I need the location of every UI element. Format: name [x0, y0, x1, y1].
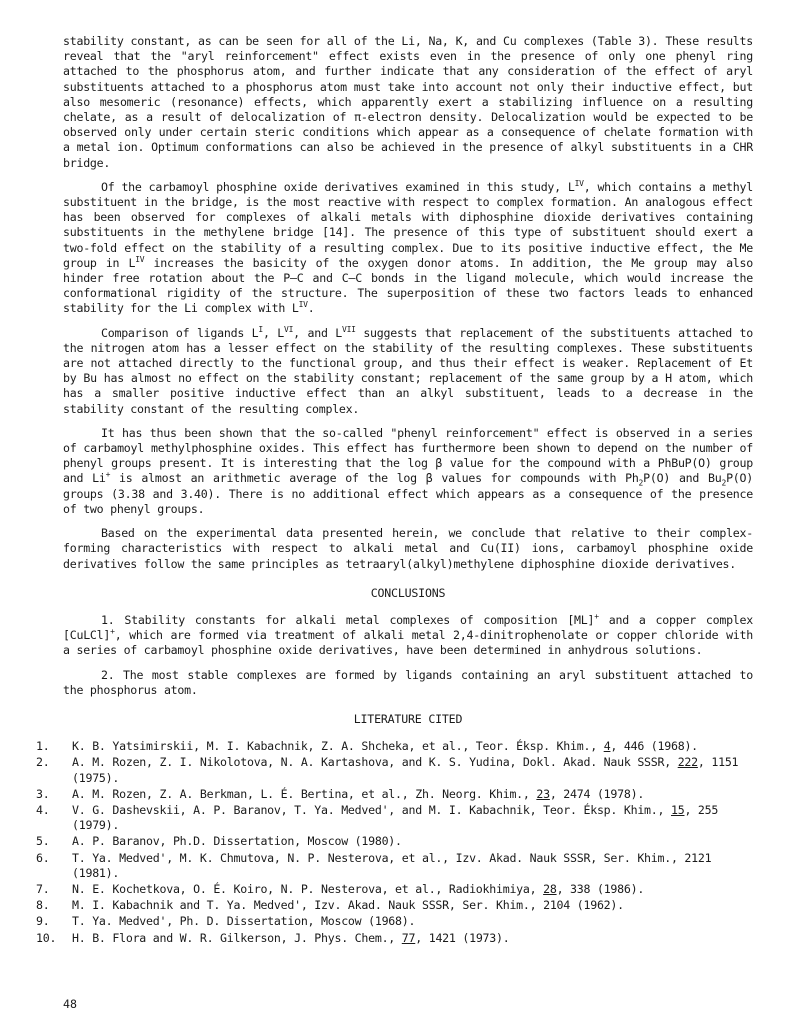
- page-number: 48: [63, 997, 77, 1011]
- reference-text: [72, 739, 753, 754]
- reference-text: [72, 803, 753, 833]
- paragraph-5-text: Based on the experimental data presented herein, we conclude that relative to their complex-forming characteristics with respect to alkali metal and Cu(II) ions, carbamoyl phosphine oxide derivatives follow the same principles as tetraaryl(alkyl)methylene diphosphine dioxide derivatives.: [63, 526, 753, 571]
- reference-citation: H. B. Flora and W. R. Gilkerson, J. Phys. Chem.,: [72, 930, 402, 945]
- reference-volume: 222: [677, 755, 698, 770]
- paragraph-3-text-c: , and L: [293, 325, 343, 340]
- reference-text: [72, 787, 753, 802]
- reference-citation: K. B. Yatsimirskii, M. I. Kabachnik, Z. A. Shcheka, et al., Teor. Éksp. Khim.,: [72, 739, 604, 754]
- reference-text: [72, 931, 753, 946]
- superscript: +: [105, 470, 111, 480]
- superscript: +: [110, 627, 115, 637]
- superscript: VII: [342, 324, 356, 334]
- paragraph-4-text-d: P(O) groups (3.38 and 3.40). There is no additional effect which appears as a consequence of the presence of two phenyl groups.: [63, 471, 753, 516]
- reference-citation: A. M. Rozen, Z. A. Berkman, L. É. Bertina, et al., Zh. Neorg. Khim.,: [72, 786, 537, 801]
- conclusion-1-text-a: 1. Stability constants for alkali metal complexes of composition [ML]: [101, 612, 595, 627]
- reference-item: [36, 930, 753, 946]
- reference-item: [36, 802, 753, 833]
- paragraph-3: [63, 326, 753, 417]
- reference-number: 3.: [36, 786, 50, 801]
- subscript: 2: [721, 478, 727, 488]
- paragraph-1-text: stability constant, as can be seen for all of the Li, Na, K, and Cu complexes (Table 3). These results reveal that the "aryl reinforcement" effect exists even in the presence of only one phenyl ring attached to the phosphorus atom, and further indicate that any consideration of the effect of aryl substituents attached to a phosphorus atom must take into account not only their inductive effect, but also mesomeric (resonance) effects, which apparently exert a stabilizing influence on a resulting chelate, as a result of delocalization of π-electron density. Delocalization would be expected to be observed only under certain steric conditions which appear as a consequence of chelate formation with a metal ion. Optimum conformations can also be achieved in the presence of alkyl substituents in a CHR bridge.: [63, 34, 753, 170]
- paragraph-2-text-c: increases the basicity of the oxygen donor atoms. In addition, the Me group may also hinder free rotation about the P–C and C–C bonds in the ligand molecule, which would increase the conformational rigidity of the structure. The superposition of these two factors leads to enhanced stability for the Li complex with L: [63, 255, 753, 316]
- reference-list: [36, 739, 753, 946]
- reference-text: [72, 898, 753, 913]
- reference-item: [36, 755, 753, 785]
- paragraph-3-text-b: , L: [262, 325, 285, 340]
- superscript: I: [258, 324, 263, 334]
- reference-text: [72, 851, 753, 881]
- reference-item: [36, 898, 753, 913]
- reference-item: [36, 739, 753, 754]
- reference-item: [36, 881, 753, 897]
- reference-pages-year: , 1151 (1975).: [72, 755, 739, 785]
- reference-item: [36, 914, 753, 929]
- reference-pages-year: , 2474 (1978).: [549, 786, 645, 801]
- subscript: 2: [638, 478, 644, 488]
- conclusion-1-text-b: and a copper complex [CuLCl]: [63, 612, 753, 643]
- paragraph-4-text-a: It has thus been shown that the so-called "phenyl reinforcement" effect is observed in a series of carbamoyl methylphosphine oxides. This effect has furthermore been shown to depend on the number of phenyl groups present. It is interesting that the log β value for the compound with a PhBuP(O) group and Li: [63, 425, 753, 486]
- reference-volume: 4: [603, 739, 611, 754]
- reference-text: [72, 882, 753, 897]
- paragraph-2-text-a: Of the carbamoyl phosphine oxide derivatives examined in this study, L: [101, 179, 575, 194]
- page-body: [36, 34, 753, 947]
- reference-pages-year: , 1421 (1973).: [415, 930, 510, 945]
- reference-citation: V. G. Dashevskii, A. P. Baranov, T. Ya. Medved', and M. I. Kabachnik, Teor. Éksp. Khim.,: [72, 802, 671, 817]
- reference-citation: A. M. Rozen, Z. I. Nikolotova, N. A. Kartashova, and K. S. Yudina, Dokl. Akad. Nauk SSSR,: [72, 755, 678, 770]
- paragraph-3-text-d: suggests that replacement of the substituents attached to the nitrogen atom has a lesser effect on the stability of the resulting complexes. These substituents are not attached directly to the functional group, and thus their effect is weaker. Replacement of Et by Bu has almost no effect on the stability constant; replacement of the same group by a H atom, which has a smaller positive inductive effect than an alkyl substituent, leads to a decrease in the stability constant of the resulting complex.: [63, 325, 753, 416]
- reference-citation: T. Ya. Medved', M. K. Chmutova, N. P. Nesterova, et al., Izv. Akad. Nauk SSSR, Ser. Khim., 2121 (1981).: [72, 850, 712, 880]
- reference-item: [36, 834, 753, 849]
- paragraph-2-text-b: , which contains a methyl substituent in the bridge, is the most reactive with respect to complex formation. An analogous effect has been observed for complexes of alkali metals with diphosphine dioxide derivatives containing substituents in the methylene bridge [14]. The presence of this type of substituent should exert a two-fold effect on the stability of a resulting complex. Due to its positive inductive effect, the Me group in L: [63, 179, 753, 270]
- reference-volume: 23: [536, 786, 550, 801]
- reference-text: [72, 834, 753, 849]
- reference-citation: M. I. Kabachnik and T. Ya. Medved', Izv. Akad. Nauk SSSR, Ser. Khim., 2104 (1962).: [72, 898, 624, 913]
- paragraph-4: [63, 426, 753, 517]
- reference-volume: 15: [670, 802, 685, 817]
- paragraph-2: [63, 180, 753, 317]
- conclusion-1-text-c: , which are formed via treatment of alkali metal 2,4-dinitrophenolate or copper chloride with a series of carbamoyl phosphine oxide derivatives, have been determined in anhydrous solutions.: [63, 628, 753, 658]
- paragraph-4-text-c: P(O) and Bu: [643, 471, 722, 486]
- paragraph-4-text-b: is almost an arithmetic average of the log β values for compounds with Ph: [110, 471, 639, 486]
- conclusion-2: [63, 668, 753, 698]
- reference-number: 2.: [36, 755, 50, 770]
- literature-heading: LITERATURE CITED: [353, 711, 463, 726]
- reference-item: [36, 850, 753, 881]
- paragraph-1: [63, 34, 753, 171]
- reference-text: [72, 914, 753, 929]
- reference-text: [72, 755, 753, 785]
- paragraph-3-text-a: Comparison of ligands L: [101, 325, 259, 340]
- reference-citation: A. P. Baranov, Ph.D. Dissertation, Moscow (1980).: [72, 834, 402, 849]
- reference-number: 10.: [36, 930, 57, 945]
- reference-pages-year: , 338 (1986).: [556, 881, 645, 896]
- reference-volume: 28: [543, 881, 557, 896]
- reference-number: 5.: [36, 834, 50, 849]
- reference-pages-year: , 255 (1979).: [72, 802, 719, 833]
- reference-number: 1.: [36, 739, 50, 754]
- reference-citation: N. E. Kochetkova, O. É. Koiro, N. P. Nesterova, et al., Radiokhimiya,: [72, 881, 544, 896]
- reference-citation: T. Ya. Medved', Ph. D. Dissertation, Moscow (1968).: [72, 914, 416, 929]
- conclusion-2-text: 2. The most stable complexes are formed by ligands containing an aryl substituent attached to the phosphorus atom.: [63, 667, 753, 697]
- superscript: +: [594, 612, 599, 622]
- superscript: IV: [574, 178, 584, 188]
- paragraph-5: [63, 526, 753, 572]
- reference-number: 7.: [36, 881, 50, 896]
- reference-pages-year: , 446 (1968).: [610, 739, 698, 754]
- conclusion-1: [63, 613, 753, 659]
- reference-number: 8.: [36, 898, 50, 913]
- superscript: IV: [135, 254, 145, 264]
- conclusions-heading: CONCLUSIONS: [370, 585, 446, 600]
- superscript: VI: [284, 324, 294, 334]
- superscript: IV: [298, 300, 308, 310]
- reference-number: 9.: [36, 914, 50, 929]
- reference-number: 6.: [36, 850, 50, 865]
- reference-number: 4.: [36, 802, 50, 817]
- reference-volume: 77: [401, 930, 416, 945]
- paragraph-2-text-d: .: [307, 301, 315, 316]
- reference-item: [36, 786, 753, 802]
